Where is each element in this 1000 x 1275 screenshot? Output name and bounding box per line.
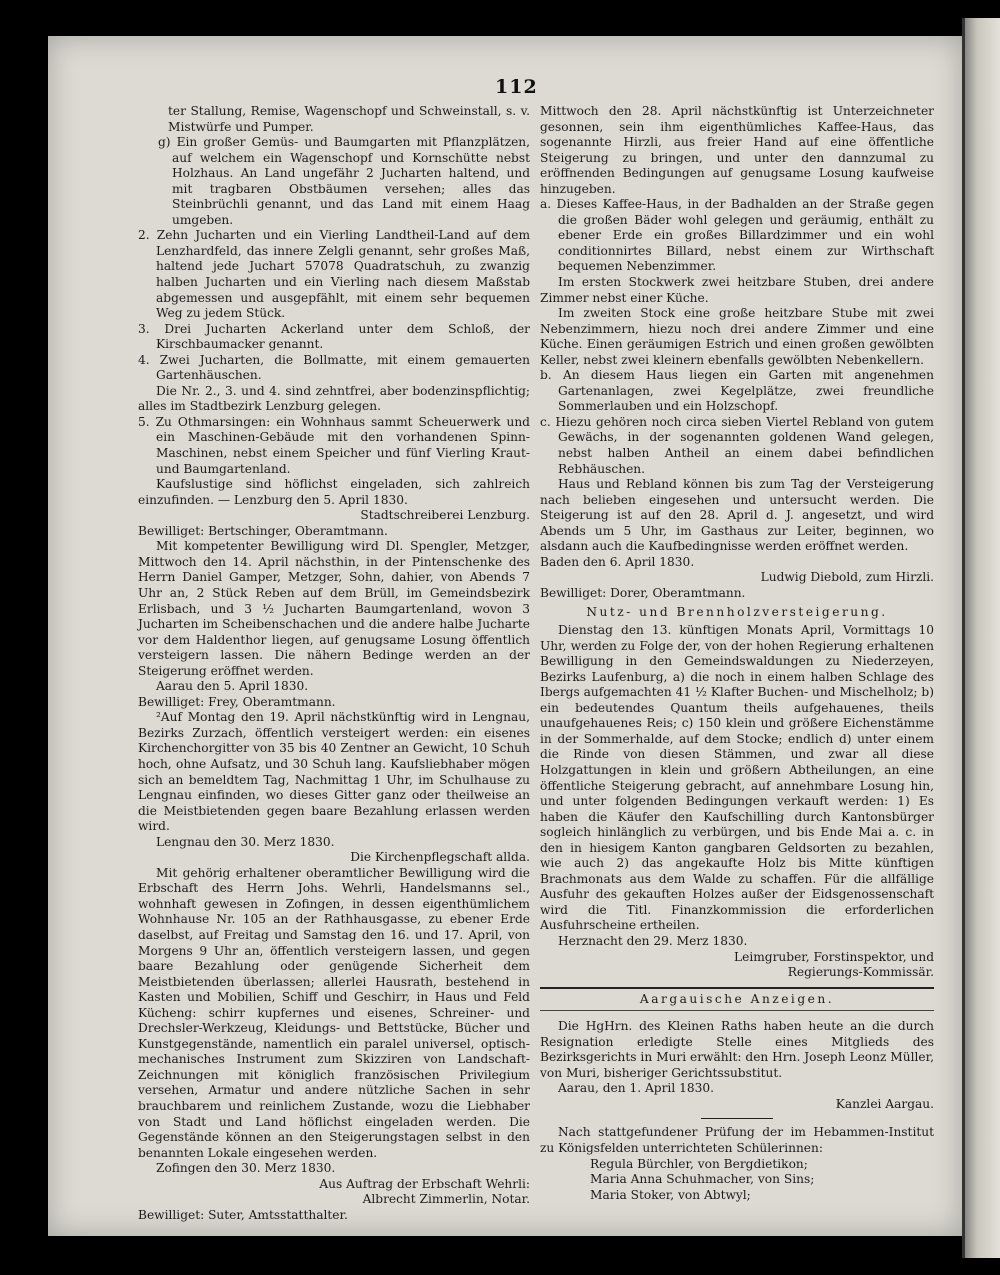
text-paragraph: Im ersten Stockwerk zwei heitzbare Stuben, drei andere Zimmer nebst einer Küche. — [540, 275, 934, 305]
text-paragraph: Kaufslustige sind höflichst eingeladen, sich zahlreich einzufinden. — Lenzburg den 5. April 1830. — [138, 477, 530, 507]
list-item: Regula Bürchler, von Bergdietikon; — [590, 1156, 808, 1171]
right-column — [540, 104, 934, 1203]
text-paragraph: Haus und Rebland können bis zum Tag der Versteigerung nach belieben eingesehen und untersucht werden. Die Steigerung ist auf den 28. April d. J. angesetzt, und wird Abends um 5 Uhr, im Gasthaus zur Leiter, beginnen, wo alsdann auch die Kaufbedingnisse werden eröffnet werden. — [540, 477, 934, 554]
approval-line: Bewilliget: Suter, Amtsstatthalter. — [138, 1207, 348, 1222]
dateline: Lengnau den 30. Merz 1830. — [156, 834, 335, 849]
spine-edge — [962, 18, 965, 1258]
text-paragraph: ter Stallung, Remise, Wagenschopf und Schweinstall, s. v. Mistwürfe und Pumper. — [168, 104, 530, 134]
dateline: Herznacht den 29. Merz 1830. — [558, 933, 748, 948]
list-item: Maria Stoker, von Abtwyl; — [590, 1187, 751, 1202]
list-item: Maria Anna Schuhmacher, von Sins; — [590, 1172, 815, 1187]
section-heading: Aargauische Anzeigen. — [639, 991, 835, 1006]
text-paragraph: Im zweiten Stock eine große heitzbare Stube mit zwei Nebenzimmern, hiezu noch drei andere Zimmer und eine Küche. Einen geräumigen Estrich und einen großen gewölbten Keller, nebst zwei kleinern ebenfalls gewölbten Nebenkellern. — [540, 306, 934, 367]
book-spine — [962, 18, 1000, 1258]
text-paragraph: Die HgHrn. des Kleinen Raths haben heute an die durch Resignation erledigte Stelle eines Mitglieds des Bezirksgerichts in Muri erwählt: den Hrn. Joseph Leonz Müller, von Muri, bisheriger Gerichtssubstitut. — [540, 1019, 934, 1080]
text-paragraph: Mit gehörig erhaltener oberamtlicher Bewilligung wird die Erbschaft des Herrn Johs. Wehrli, Handelsmanns sel., wohnhaft gewesen in Zofingen, in dessen eigenthümlichem Wohnhause Nr. 105 an der Rathhausgasse, zu ebener Erde daselbst, auf Freitag und Samstag den 16. und 17. April, von Morgens 9 Uhr an, öffentlich versteigern lassen, und gegen baare Bezahlung oder genügende Sicherheit dem Meistbietenden überlassen; allerlei Hausrath, bestehend in Kasten und Mobilien, Schiff und Geschirr, in Haus und Feld Kücheng: schirr kupfernes und eisenes, Schreiner- und Drechsler-Werkzeug, Kleidungs- und Bettstücke, Bücher und Kunstgegenstände, namentlich ein paralel universel, optisch-mechanisches Instrument zum Skizziren von Landschaft-Zeichnungen mit königlich französischen Privilegium versehen, Armatur und andere nützliche Sachen in sehr brauchbarem und reinlichem Zustande, wozu die Liebhaber von Stadt und Land höflichst eingeladen werden. Die Gegenstände können an den Steigerungstagen selbst in den benannten Lokale eingesehen werden. — [138, 865, 530, 1160]
text-paragraph: 5. Zu Othmarsingen: ein Wohnhaus sammt Scheuerwerk und ein Maschinen-Gebäude mit den vorhandenen Spinn-Maschinen, nebst einem Speicher und fünf Vierling Kraut- und Baumgartenland. — [138, 414, 530, 476]
page-number: 112 — [495, 76, 538, 98]
signature: Die Kirchenpflegschaft allda. — [350, 850, 530, 865]
text-paragraph: 2. Zehn Jucharten und ein Vierling Landtheil-Land auf dem Lenzhardfeld, das innere Zelgli genannt, sehr großes Maß, haltend jede Juchart 57078 Quadratschuh, zu zwanzig halben Jucharten und ein Vierling nach diesem Maßstab abgemessen und ausgepfählt, mit einem sehr bequemen Weg zu jedem Stück. — [138, 228, 530, 321]
text-paragraph: b. An diesem Haus liegen ein Garten mit angenehmen Gartenanlagen, zwei Kegelplätze, zwei freundliche Sommerlauben und ein Holzschopf. — [540, 368, 934, 414]
approval-line: Bewilliget: Dorer, Oberamtmann. — [540, 585, 746, 600]
signature: Albrecht Zimmerlin, Notar. — [362, 1192, 530, 1207]
approval-line: Bewilliget: Frey, Oberamtmann. — [138, 694, 336, 709]
dateline: Baden den 6. April 1830. — [540, 554, 695, 569]
left-column — [138, 104, 530, 1223]
text-paragraph: ²Auf Montag den 19. April nächstkünftig wird in Lengnau, Bezirks Zurzach, öffentlich versteigert werden: ein eisenes Kirchenchorgitter von 35 bis 40 Zentner an Gewicht, 10 Schuh hoch, ohne Aufsatz, und 30 Schuh lang. Kaufsliebhaber mögen sich an bemeldtem Tag, Nachmittag 1 Uhr, im Schulhause zu Lengnau einfinden, wo dieses Gitter ganz oder theilweise an die Meistbietenden gegen baare Bezahlung erlassen werden wird. — [138, 710, 530, 834]
dateline: Zofingen den 30. Merz 1830. — [156, 1161, 336, 1176]
approval-line: Bewilliget: Bertschinger, Oberamtmann. — [138, 523, 388, 538]
name-list — [540, 1157, 934, 1204]
section-heading: Nutz- und Brennholzversteigerung. — [586, 604, 888, 619]
signature: Kanzlei Aargau. — [835, 1096, 934, 1111]
text-paragraph: c. Hiezu gehören noch circa sieben Viertel Rebland von gutem Gewächs, in der sogenannten goldenen Wand gelegen, nebst halben Antheil an einem dabei befindlichen Rebhäuschen. — [540, 414, 934, 476]
text-paragraph: a. Dieses Kaffee-Haus, in der Badhalden an der Straße gegen die großen Bäder wohl gelegen und geräumig, enthält zu ebener Erde ein großes Billardzimmer und ein wohl conditionnirtes Billard, nebst einem zur Wirthschaft bequemen Nebenzimmer. — [540, 197, 934, 274]
signature: Ludwig Diebold, zum Hirzli. — [760, 570, 934, 585]
signature: Stadtschreiberei Lenzburg. — [360, 508, 530, 523]
section-header-box — [540, 987, 934, 1012]
text-paragraph: Mit kompetenter Bewilligung wird Dl. Spengler, Metzger, Mittwoch den 14. April nächsthin, in der Pintenschenke des Herrn Daniel Gamper, Metzger, Sohn, dahier, von Abends 7 Uhr an, 2 Stück Reben auf dem Brüll, im Gemeindsbezirk Erlisbach, und 3 ½ Jucharten Baumgartenland, wovon 3 Jucharten im Scheibenschachen und die andere halbe Jucharte vor dem Haldenthor liegen, auf genugsame Losung öffentlich versteigern lassen. Die nähern Bedinge werden an der Steigerung eröffnet werden. — [138, 539, 530, 678]
signature: Regierungs-Kommissär. — [787, 965, 934, 980]
text-paragraph: 4. Zwei Jucharten, die Bollmatte, mit einem gemauerten Gartenhäuschen. — [138, 352, 530, 383]
text-paragraph: Nach stattgefundener Prüfung der im Hebammen-Institut zu Königsfelden unterrichteten Schülerinnen: — [540, 1125, 934, 1155]
text-paragraph: Die Nr. 2., 3. und 4. sind zehntfrei, aber bodenzinspflichtig; alles im Stadtbezirk Lenzburg gelegen. — [138, 383, 530, 414]
signature: Aus Auftrag der Erbschaft Wehrli: — [319, 1176, 530, 1191]
text-paragraph: g) Ein großer Gemüs- und Baumgarten mit Pflanzplätzen, auf welchem ein Wagenschopf und Kornschütte nebst Holzhaus. An Land ungefähr 2 Jucharten haltend, und mit tragbaren Obstbäumen versehen; alles das Steinbrüchli genannt, und das Land mit einem Haag umgeben. — [158, 135, 530, 227]
divider — [701, 1118, 773, 1119]
dateline: Aarau, den 1. April 1830. — [558, 1081, 714, 1096]
signature: Leimgruber, Forstinspektor, und — [734, 949, 934, 964]
text-paragraph: Dienstag den 13. künftigen Monats April, Vormittags 10 Uhr, werden zu Folge der, von der hohen Regierung erhaltenen Bewilligung in den Gemeindswaldungen zu Niederzeyen, Bezirks Laufenburg, a) die noch in einem halben Schlage des Ibergs aufgemachten 41 ½ Klafter Buchen- und Mischelholz; b) ein bedeutendes Quantum theils aufgehauenes, theils unaufgehauenes Reis; c) 150 klein und größere Eichenstämme in der Sommerhalde, auf dem Stocke; endlich d) unter einem die Rinde von diesen Stämmen, und zwar all diese Holzgattungen in klein und größern Abtheilungen, an eine öffentliche Steigerung gebracht, auf annehmbare Losung hin, und unter folgenden Bedingungen verkauft werden: 1) Es haben die Käufer den Kaufschilling durch Kantonsbürger sogleich hinlänglich zu verbürgen, und bis Ende Mai a. c. in den in hiesigem Kanton gangbaren Geldsorten zu bezahlen, wie auch 2) das angekaufte Holz bis Mitte künftigen Brachmonats aus dem Walde zu schaffen. Für die allfällige Ausfuhr des gekauften Holzes außer der Eidsgenossenschaft wird die Titl. Finanzkommission die erforderlichen Ausfuhrscheine ertheilen. — [540, 623, 934, 933]
text-paragraph: Mittwoch den 28. April nächstkünftig ist Unterzeichneter gesonnen, sein ihm eigenthümliches Kaffee-Haus, das sogenannte Hirzli, aus freier Hand auf eine öffentliche Steigerung zu bringen, und unter den dannzumal zu eröffnenden Bedingungen auf genugsame Losung kaufweise hinzugeben. — [540, 104, 934, 196]
text-paragraph: 3. Drei Jucharten Ackerland unter dem Schloß, der Kirschbaumacker genannt. — [138, 321, 530, 352]
dateline: Aarau den 5. April 1830. — [156, 679, 309, 694]
